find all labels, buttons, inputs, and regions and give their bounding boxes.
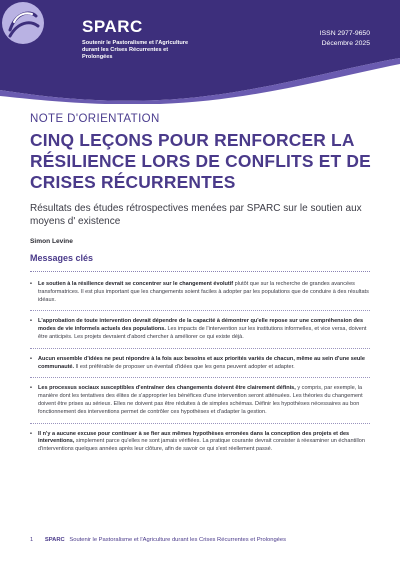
bullet-text: Il est préférable de proposer un éventail d'idées que les gens peuvent adopter et adapter.	[74, 363, 295, 370]
header-wave-background	[0, 0, 400, 104]
bullet-icon: •	[30, 385, 32, 392]
issn-number: ISSN 2977-9650	[319, 30, 370, 37]
list-item	[30, 431, 370, 454]
page-number: 1	[30, 537, 34, 543]
bullet-lead: Le soutien à la résilience devrait se concentrer sur le changement évolutif	[38, 281, 234, 287]
footer-brand: SPARC	[44, 537, 65, 543]
page-footer	[30, 537, 286, 543]
sparc-logo-icon	[0, 0, 46, 46]
list-item	[30, 356, 370, 372]
key-messages-list	[30, 281, 370, 454]
brand-tagline: Soutenir le Pastoralisme et l'Agriculture durant les Crises Récurrentes et Prolongées	[82, 40, 189, 60]
page-subtitle: Résultats des études rétrospectives menées par SPARC sur le soutien aux moyens d' existence	[30, 203, 362, 227]
bullet-text: Les impacts de l'intervention sur les institutions informelles, et vice versa, doivent être anticipés. Les projets devraient d'abord chercher à améliorer ce qui existe déjà.	[38, 326, 367, 340]
footer-text: Soutenir le Pastoralisme et l'Agriculture durant les Crises Récurrentes et Prolongées	[69, 537, 287, 543]
header-band	[0, 0, 400, 104]
bullet-lead: Aucun ensemble d'idées ne peut répondre à la fois aux besoins et aux priorités variés de chacun, même au sein d'une seule communauté.	[38, 355, 365, 370]
list-item	[30, 318, 370, 341]
divider	[30, 423, 370, 424]
bullet-text: plutôt que sur la recherche de grandes avancées transformatrices. Il est plus important que les changements soient faciles à adopter par les populations que de conduire à des résultats idéaux.	[38, 281, 369, 303]
bullet-icon: •	[30, 430, 32, 437]
list-item	[30, 385, 370, 416]
key-messages-heading: Messages clés	[30, 253, 94, 263]
divider	[30, 310, 370, 311]
author-name: Simon Levine	[30, 238, 73, 245]
section-divider	[30, 271, 370, 272]
divider	[30, 377, 370, 378]
bullet-text: y compris, par exemple, la manière dont les tentatives des élites de s'approprier les bénéfices d'une intervention seront atténuées. Les théories du changement doivent être prises au sérieux. Elles ne doivent pas être réduites à de simples schémas. Définir les hypothèses nécessaires au bon fonctionnement des interventions permet de contrôler ces hypothèses et d'adapter la gestion.	[38, 385, 363, 415]
document-kicker: NOTE D'ORIENTATION	[30, 113, 160, 125]
page-title: CINQ LEÇONS POUR RENFORCER LA RÉSILIENCE LORS DE CONFLITS ET DE CRISES RÉCURRENTES	[30, 130, 371, 192]
brand-name: SPARC	[82, 17, 143, 36]
publication-date: Décembre 2025	[321, 40, 370, 47]
bullet-icon: •	[30, 355, 32, 362]
divider	[30, 348, 370, 349]
bullet-lead: Il n'y a aucune excuse pour continuer à se fier aux mêmes hypothèses erronées dans la conception des projets et des interventions,	[38, 430, 350, 445]
bullet-text: simplement parce qu'elles ne sont jamais vérifiées. La pratique courante devrait consister à réexaminer un échantillon d'interventions quelques années après leur clôture, afin de savoir ce qui s'est réellement passé.	[38, 438, 365, 453]
brand-block	[82, 18, 192, 61]
bullet-icon: •	[30, 318, 32, 325]
bullet-lead: Les processus sociaux susceptibles d'entraîner des changements doivent être clairement définis,	[38, 385, 296, 392]
bullet-lead: L'approbation de toute intervention devrait dépendre de la capacité à démontrer qu'elle repose sur une compréhension des modes de vie informels actuels des populations.	[38, 318, 364, 333]
list-item	[30, 281, 370, 304]
bullet-icon: •	[30, 281, 32, 287]
issn-block	[320, 29, 370, 49]
